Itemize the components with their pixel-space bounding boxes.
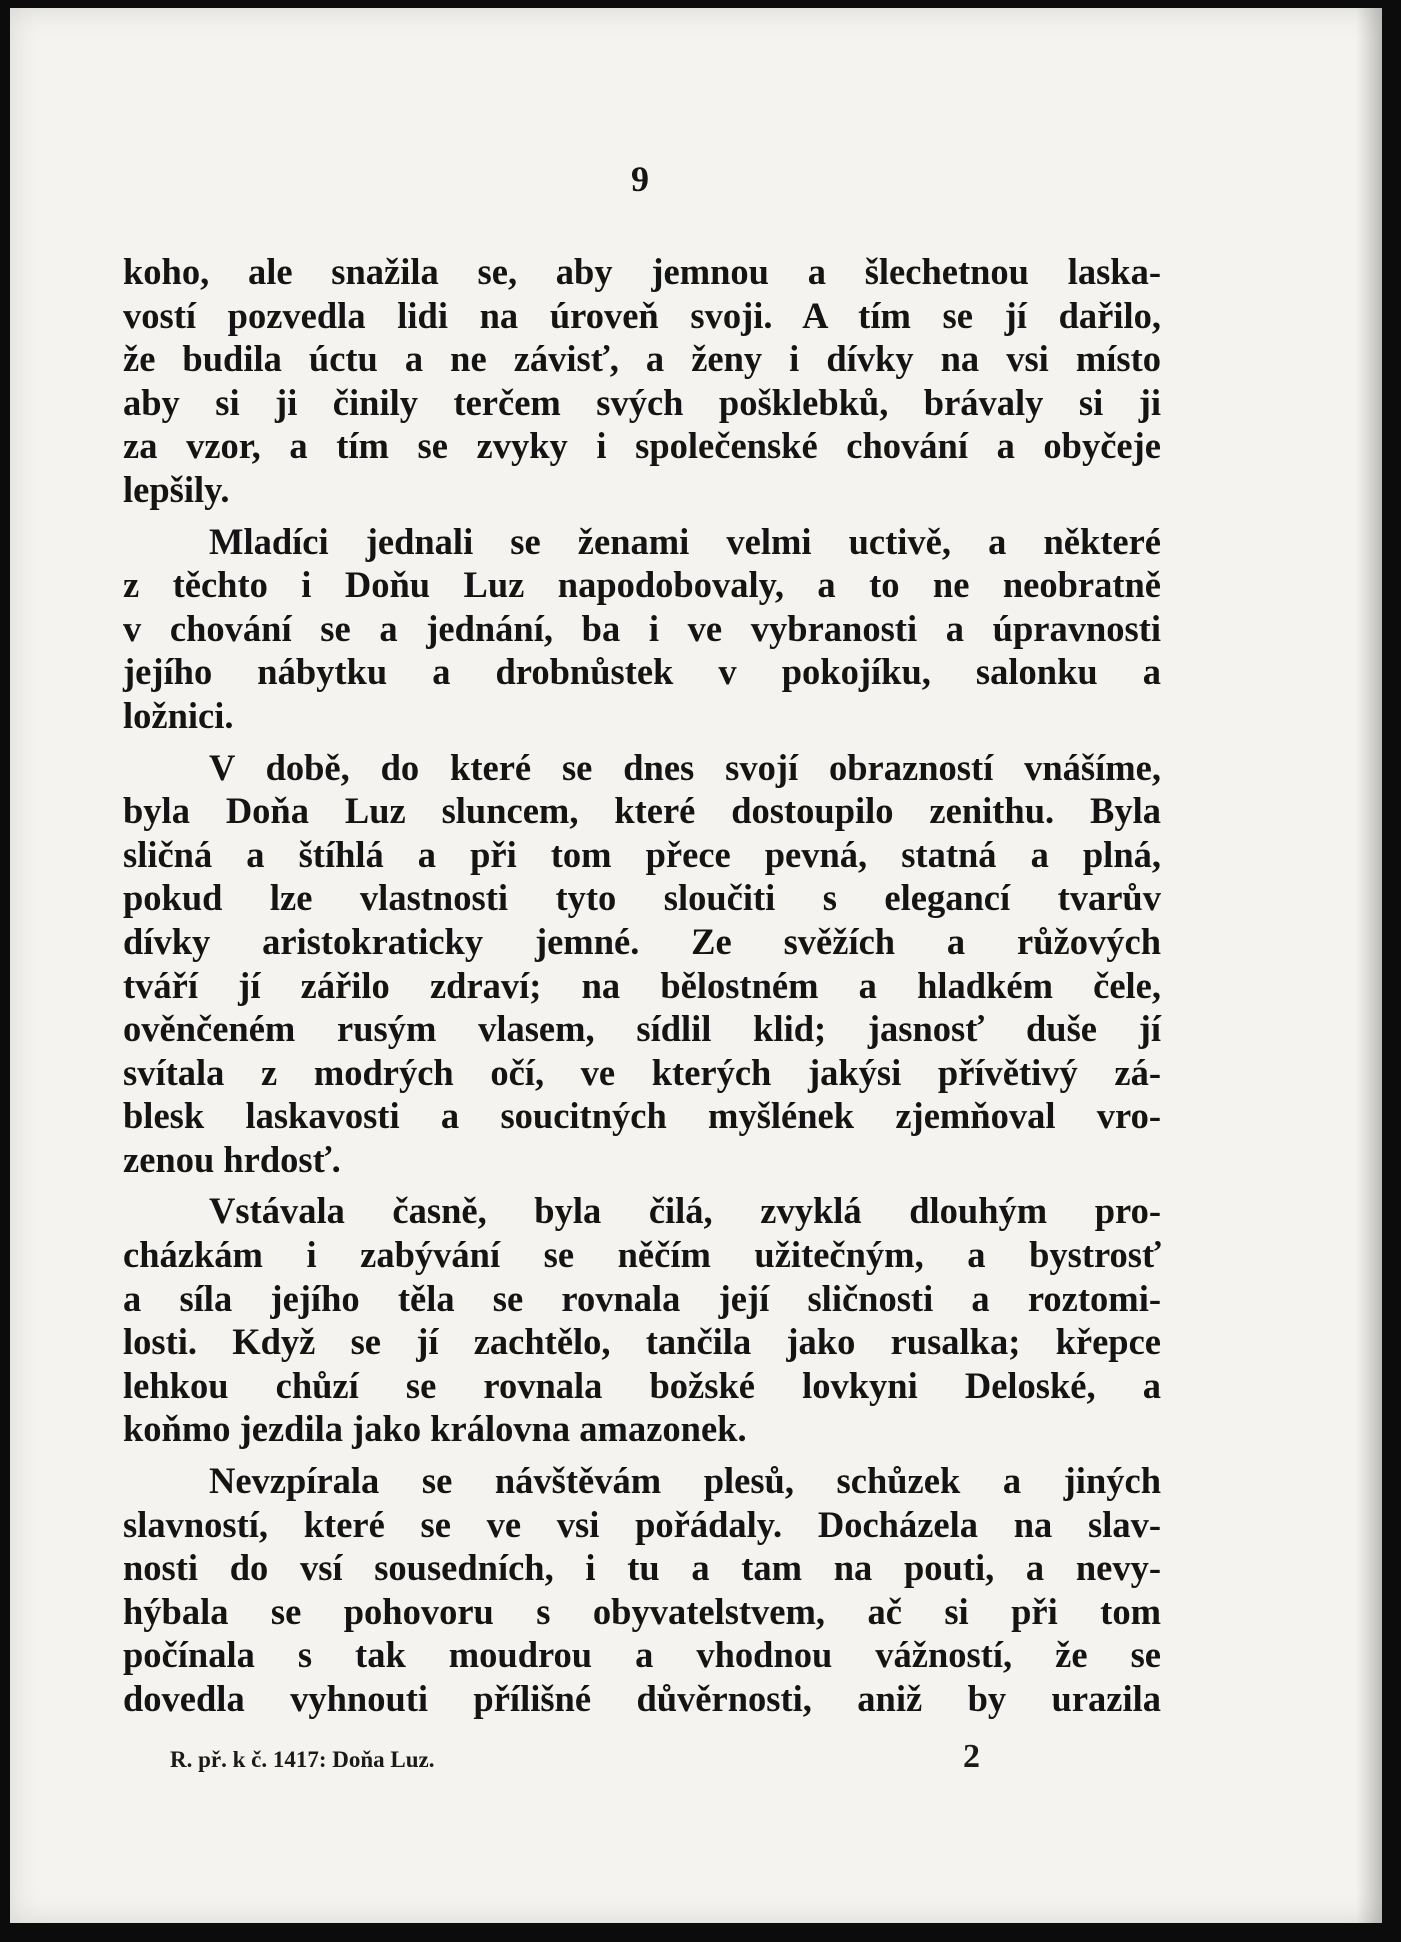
text-line: byla Doňa Luz sluncem, které dostoupilo zenithu. Byla (123, 790, 1161, 832)
text-line: Vstávala časně, byla čilá, zvyklá dlouhým pro- (209, 1190, 1161, 1232)
text-line: dívky aristokraticky jemné. Ze svěžích a růžových (123, 920, 1161, 962)
text-line: dovedla vyhnouti přílišné důvěrnosti, aniž by urazila (123, 1678, 1161, 1719)
text-line: V době, do které se dnes svojí obrazností vnášíme, (209, 746, 1161, 788)
text-line: lepšily. (123, 468, 230, 510)
text-line: v chování se a jednání, ba i ve vybranosti a úpravnosti (123, 607, 1161, 649)
text-line: a síla jejího těla se rovnala její sličnosti a roztomi- (123, 1277, 1161, 1319)
text-line: blesk laskavosti a soucitných myšlének zjemňoval vro- (123, 1095, 1161, 1137)
text-line: za vzor, a tím se zvyky i společenské chování a obyčeje (123, 425, 1161, 467)
text-line: z těchto i Doňu Luz napodobovaly, a to ne neobratně (123, 564, 1161, 606)
text-line: Nevzpírala se návštěvám plesů, schůzek a jiných (209, 1460, 1161, 1502)
text-line: lehkou chůzí se rovnala božské lovkyni Deloské, a (123, 1364, 1161, 1406)
imprint-note: R. př. k č. 1417: Doňa Luz. (170, 1747, 435, 1772)
text-line: slavností, které se ve vsi pořádaly. Docházela na slav- (123, 1503, 1161, 1545)
paragraph-2 (123, 520, 1161, 738)
text-line: tváří jí zářilo zdraví; na bělostném a hladkém čele, (123, 964, 1161, 1006)
text-line: vostí pozvedla lidi na úroveň svoji. A tím se jí dařilo, (123, 294, 1161, 336)
text-line: Mladíci jednali se ženami velmi uctivě, a některé (209, 520, 1161, 562)
text-line: hýbala se pohovoru s obyvatelstvem, ač si při tom (123, 1590, 1161, 1632)
text-line: nosti do vsí sousedních, i tu a tam na pouti, a nevy- (123, 1547, 1161, 1589)
text-line: ověnčeném rusým vlasem, sídlil klid; jasnosť duše jí (123, 1008, 1161, 1050)
signature-mark: 2 (963, 1738, 980, 1775)
book-page (10, 8, 1382, 1923)
body-text (123, 250, 1161, 1721)
paragraph-1 (123, 250, 1161, 512)
text-line: sličná a štíhlá a při tom přece pevná, statná a plná, (123, 833, 1161, 875)
page-number: 9 (631, 159, 649, 199)
text-line: ložnici. (123, 694, 234, 736)
paragraph-3 (123, 746, 1161, 1182)
page-footer (170, 1738, 980, 1776)
text-line: pokud lze vlastnosti tyto sloučiti s elegancí tvarův (123, 877, 1161, 919)
text-line: aby si ji činily terčem svých pošklebků, brávaly si ji (123, 381, 1161, 423)
text-line: jejího nábytku a drobnůstek v pokojíku, salonku a (123, 651, 1161, 693)
text-line: svítala z modrých očí, ve kterých jakýsi přívětivý zá- (123, 1051, 1161, 1093)
text-line: že budila úctu a ne závisť, a ženy i dívky na vsi místo (123, 338, 1161, 380)
paragraph-5 (123, 1459, 1161, 1721)
text-line: počínala s tak moudrou a vhodnou vážností, že se (123, 1634, 1161, 1676)
text-line: cházkám i zabývání se něčím užitečným, a bystrosť (123, 1234, 1161, 1276)
text-line: zenou hrdosť. (123, 1138, 341, 1180)
text-line: losti. Když se jí zachtělo, tančila jako rusalka; křepce (123, 1321, 1161, 1363)
paragraph-4 (123, 1189, 1161, 1451)
text-line: koňmo jezdila jako královna amazonek. (123, 1408, 747, 1450)
text-line: koho, ale snažila se, aby jemnou a šlechetnou laska- (123, 251, 1161, 292)
